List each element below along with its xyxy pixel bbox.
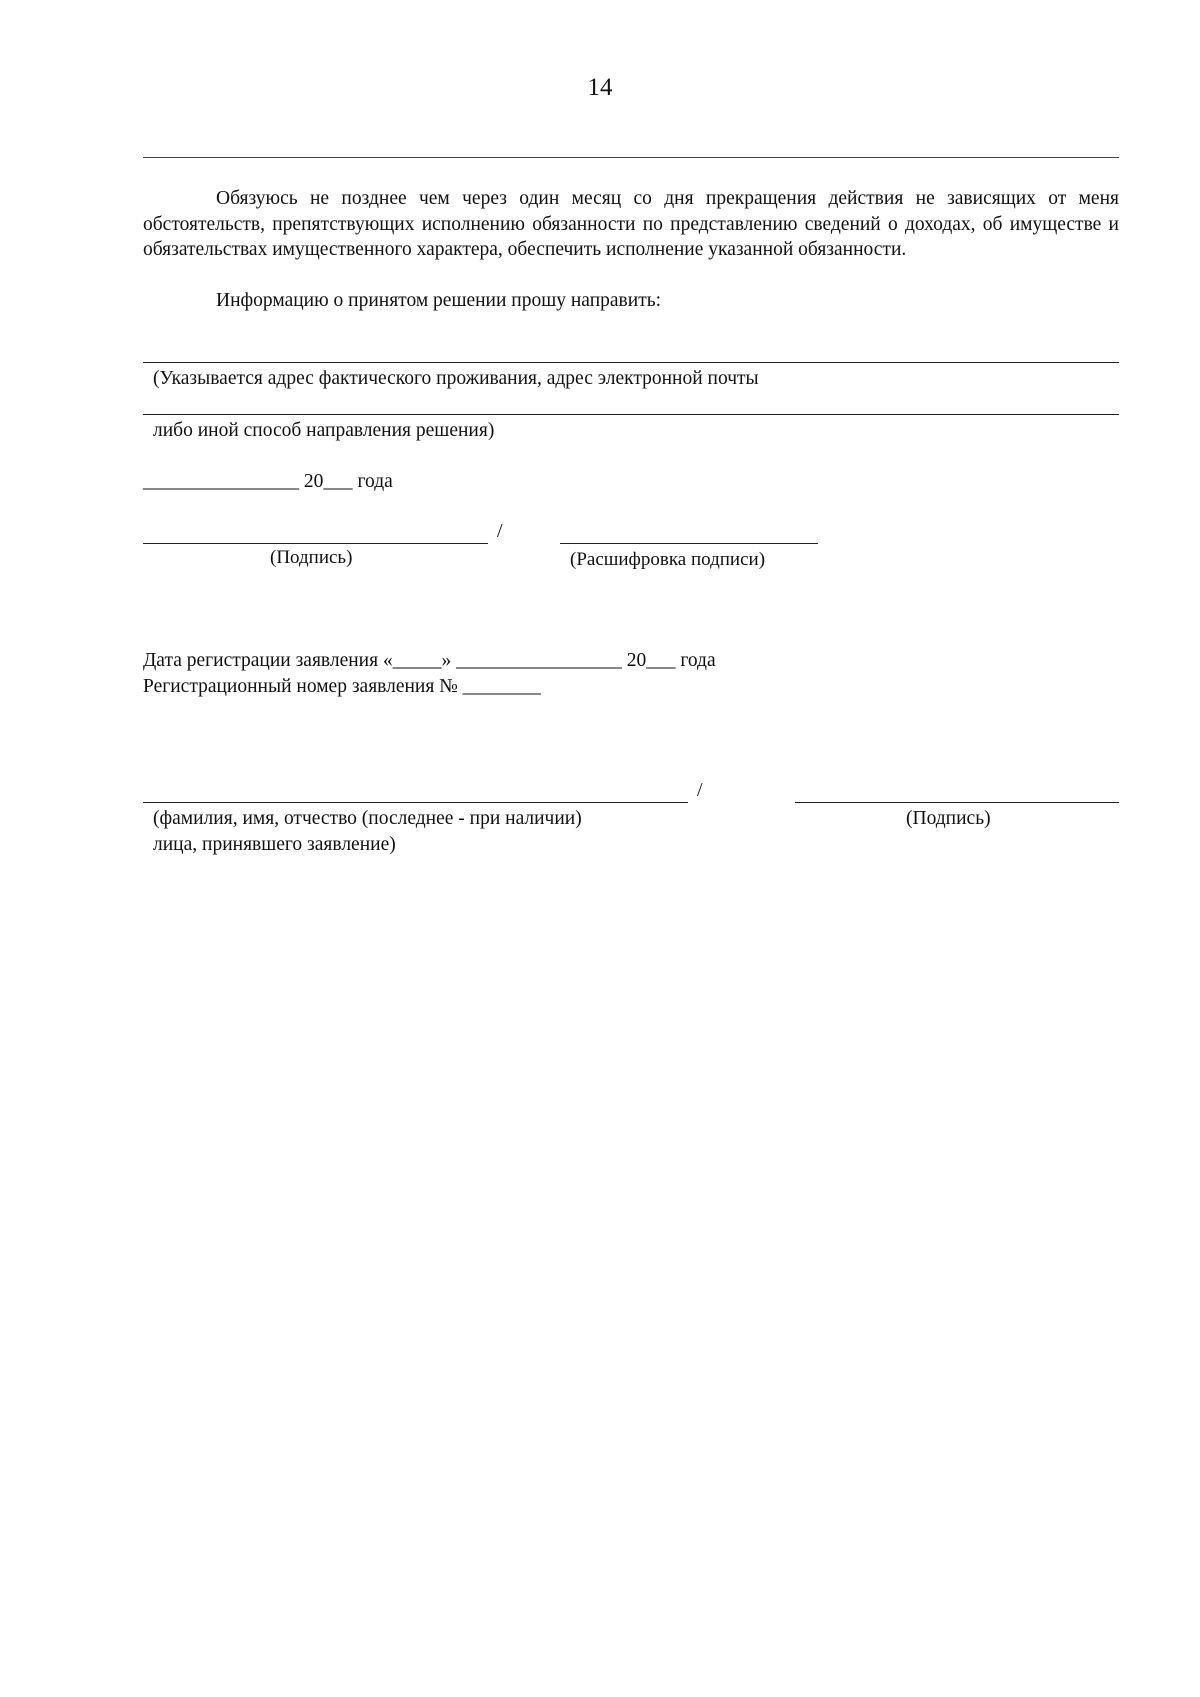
applicant-signature-caption: (Подпись) — [270, 547, 353, 568]
address-caption-1: (Указывается адрес фактического проживания, адрес электронной почты — [153, 368, 759, 389]
receiver-signature-line — [795, 802, 1119, 803]
applicant-decoding-caption: (Расшифровка подписи) — [570, 549, 766, 570]
receiver-name-caption-2: лица, принявшего заявление) — [153, 834, 396, 855]
registration-date: Дата регистрации заявления «_____» _________________ 20___ года — [143, 650, 716, 671]
address-caption-2: либо иной способ направления решения) — [153, 420, 495, 441]
commitment-text: Обязуюсь не позднее чем через один месяц со дня прекращения действия не зависящих от меня обстоятельств, препятствующих исполнению обязанности по представлению сведений о доходах, об имуществе и обязательствах имущественного характера, обеспечить исполнение указанной обязанности. — [143, 188, 1119, 260]
address-line-1 — [143, 362, 1119, 363]
receiver-signature-caption: (Подпись) — [906, 808, 991, 829]
applicant-signature-line — [143, 543, 488, 544]
receiver-name-caption-1: (фамилия, имя, отчество (последнее - при наличии) — [153, 808, 582, 829]
receiver-slash: / — [697, 779, 703, 801]
page-number: 14 — [587, 74, 613, 101]
signature-slash: / — [497, 520, 503, 542]
request-text: Информацию о принятом решении прошу направить: — [216, 290, 662, 311]
commitment-paragraph — [143, 186, 1119, 263]
applicant-decoding-line — [560, 543, 818, 544]
header-rule — [143, 157, 1119, 158]
date-line: ________________ 20___ года — [143, 471, 393, 492]
receiver-name-line — [143, 802, 688, 803]
address-line-2 — [143, 414, 1119, 415]
registration-number: Регистрационный номер заявления № ________ — [143, 676, 541, 697]
